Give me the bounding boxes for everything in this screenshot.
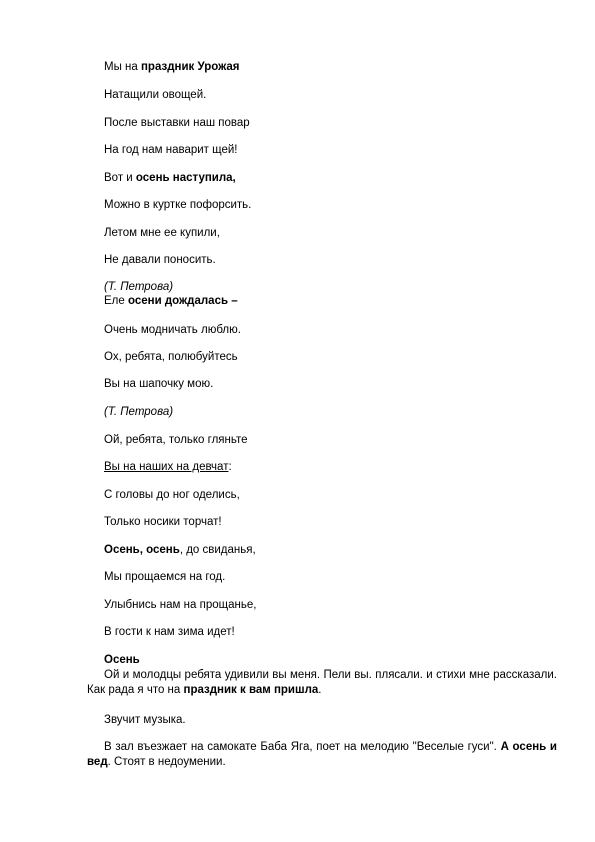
text: Мы на — [104, 61, 141, 73]
author-note-1: (Т. Петрова) — [104, 281, 174, 293]
poem-line-17 — [104, 543, 256, 557]
text: : — [228, 461, 232, 473]
bold-text: праздник Урожая — [140, 61, 240, 73]
stage-direction-music: Звучит музыка. — [104, 714, 186, 726]
bold-text: осени дождалась – — [127, 295, 238, 307]
text: Еле — [104, 295, 128, 307]
poem-line-11: Ох, ребята, полюбуйтесь — [104, 351, 238, 363]
poem-line-9 — [104, 294, 238, 308]
poem-line-7: Летом мне ее купили, — [104, 227, 220, 239]
poem-line-13: Ой, ребята, только гляньте — [104, 434, 248, 446]
text: Вот и — [104, 172, 136, 184]
poem-line-4: На год нам наварит щей! — [104, 144, 238, 156]
underlined-text: Вы на наших на девчат — [104, 461, 229, 473]
author-note-2: (Т. Петрова) — [104, 406, 174, 418]
text: . Стоят в недоумении. — [107, 756, 226, 768]
speech-paragraph — [87, 668, 557, 698]
poem-line-18: Мы прощаемся на год. — [104, 571, 226, 583]
bold-text: Осень, осень — [104, 544, 180, 556]
text: , до свиданья, — [179, 544, 256, 556]
speaker-label: Осень — [104, 654, 140, 666]
text: Ой и молодцы ребята удивили вы меня. Пели вы. плясали. и стихи мне рассказали. Как рада я что на — [87, 669, 557, 696]
poem-line-16: Только носики торчат! — [104, 516, 222, 528]
text: В зал въезжает на самокате Баба Яга, поет на мелодию "Веселые гуси". — [104, 741, 501, 753]
poem-line-12: Вы на шапочку мою. — [104, 378, 214, 390]
stage-direction-entry — [87, 740, 557, 770]
bold-text: А осень и вед — [87, 741, 557, 768]
poem-line-10: Очень модничать люблю. — [104, 324, 241, 336]
text: . — [318, 684, 322, 696]
bold-text: праздник к вам пришла — [183, 684, 319, 696]
poem-line-2: Натащили овощей. — [104, 89, 207, 101]
poem-line-15: С головы до ног оделись, — [104, 489, 240, 501]
poem-line-5 — [104, 171, 236, 185]
poem-line-1 — [104, 60, 240, 74]
poem-line-20: В гости к нам зима идет! — [104, 626, 235, 638]
poem-line-19: Улыбнись нам на прощанье, — [104, 599, 257, 611]
poem-line-3: После выставки наш повар — [104, 117, 250, 129]
bold-text: осень наступила, — [135, 172, 236, 184]
poem-line-6: Можно в куртке пофорсить. — [104, 199, 252, 211]
poem-line-8: Не давали поносить. — [104, 254, 216, 266]
poem-line-14 — [104, 460, 232, 474]
